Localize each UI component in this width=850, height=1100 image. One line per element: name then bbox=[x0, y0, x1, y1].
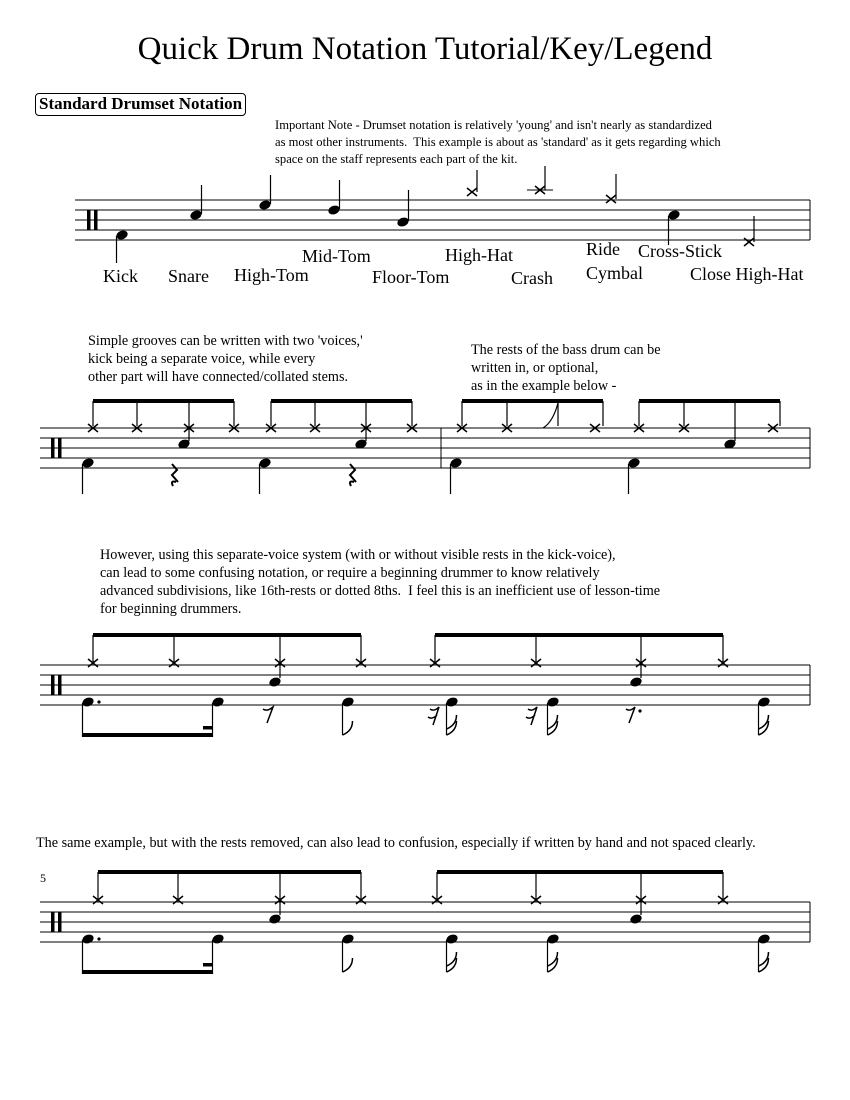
note-crash bbox=[527, 166, 553, 194]
staff-separate-voice bbox=[0, 625, 850, 765]
label-kick: Kick bbox=[103, 266, 138, 286]
note-high-hat bbox=[467, 170, 477, 196]
note-high-tom bbox=[258, 175, 272, 211]
label-crash: Crash bbox=[511, 268, 553, 288]
note-kick bbox=[115, 229, 129, 263]
staff-rests-removed bbox=[0, 862, 850, 972]
measure-number: 5 bbox=[40, 871, 46, 885]
important-note: Important Note - Drumset notation is relatively 'young' and isn't nearly as standardized as most other instruments. This example is about as 'standard' as it gets regarding which space on the staff represents each part of the kit. bbox=[275, 118, 721, 166]
page-title: Quick Drum Notation Tutorial/Key/Legend bbox=[137, 31, 713, 67]
label-cross-stick: Cross-Stick bbox=[638, 241, 723, 261]
label-floor-tom: Floor-Tom bbox=[372, 267, 450, 287]
kick-16ths bbox=[341, 696, 771, 735]
section-label: Standard Drumset Notation bbox=[35, 93, 246, 116]
however-text: However, using this separate-voice system (with or without visible rests in the kick-voice), can lead to some confusing notation, or require a beginning drummer to know relatively advanced subdivisions, like 16th-rests or dotted 8ths. I feel this is an inefficient use of lesson-time for beginning drummers. bbox=[100, 547, 661, 617]
label-high-hat: High-Hat bbox=[445, 245, 513, 265]
rests-text: The rests of the bass drum can be written in, or optional, as in the example below - bbox=[471, 342, 661, 394]
kick-notes bbox=[81, 457, 641, 494]
label-ride-cymbal: Ride Cymbal bbox=[586, 239, 643, 283]
note-mid-tom bbox=[327, 180, 341, 216]
label-close-high-hat: Close High-Hat bbox=[690, 264, 804, 284]
note-ride bbox=[606, 174, 616, 203]
staff-grooves bbox=[0, 390, 850, 500]
label-snare: Snare bbox=[168, 266, 209, 286]
note-floor-tom bbox=[396, 190, 410, 228]
label-mid-tom: Mid-Tom bbox=[302, 246, 371, 266]
same-example-text: The same example, but with the rests removed, can also lead to confusion, especially if written by hand and not spaced clearly. bbox=[36, 835, 756, 851]
staff-legend bbox=[0, 160, 850, 280]
label-high-tom: High-Tom bbox=[234, 265, 309, 285]
grooves-text: Simple grooves can be written with two 'voices,' kick being a separate voice, while every other part will have connected/collated stems. bbox=[88, 333, 363, 385]
note-snare bbox=[189, 185, 203, 221]
